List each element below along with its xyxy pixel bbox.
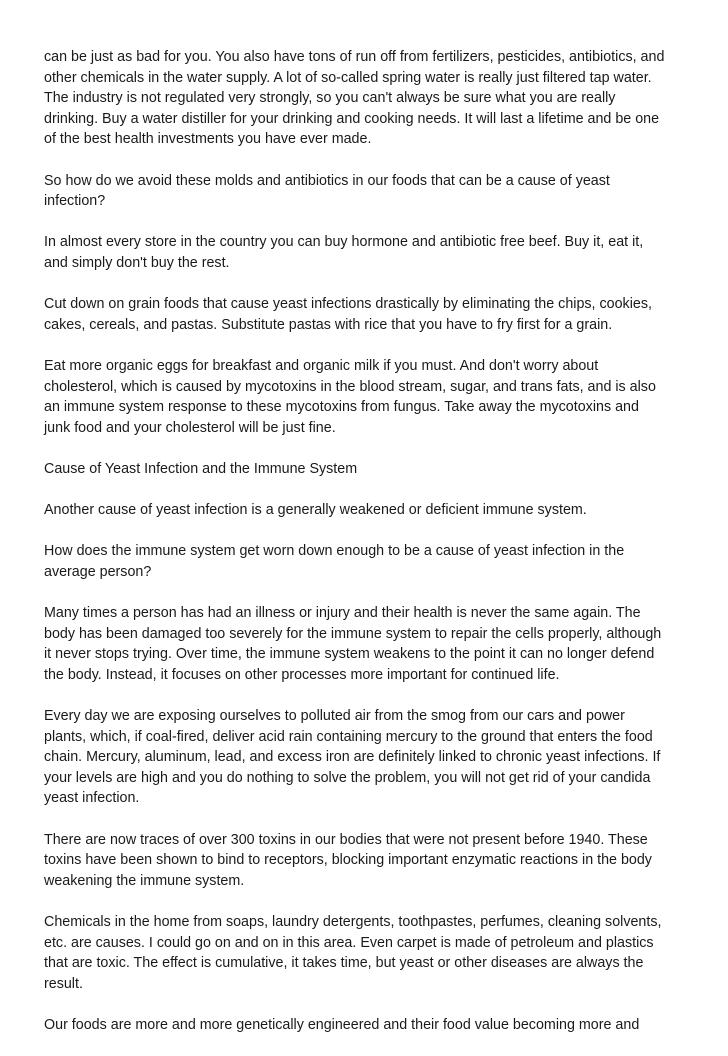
text-line: Another cause of yeast infection is a generally weakened or deficient immune system. — [44, 502, 587, 519]
text-line: drinking. Buy a water distiller for your drinking and cooking needs. It will last a lifetime and be one — [44, 110, 660, 127]
section-heading — [44, 459, 694, 480]
paragraph-immune-cause — [44, 500, 694, 521]
paragraph-water-supply — [44, 47, 694, 150]
text-line: Chemicals in the home from soaps, laundry detergents, toothpastes, perfumes, cleaning solvents, — [44, 913, 662, 930]
text-line: Many times a person has had an illness or injury and their health is never the same again. The — [44, 605, 641, 622]
text-line: it never stops trying. Over time, the immune system weakens to the point it can no longer defend — [44, 646, 655, 663]
text-line: Eat more organic eggs for breakfast and organic milk if you must. And don't worry about — [44, 357, 599, 374]
paragraph-grain-foods — [44, 294, 694, 335]
text-line: junk food and your cholesterol will be just fine. — [44, 419, 336, 436]
text-line: other chemicals in the water supply. A lot of so-called spring water is really just filtered tap water. — [44, 69, 652, 86]
text-line: your levels are high and you do nothing to solve the problem, you will not get rid of your candida — [44, 769, 651, 786]
text-line: plants, which, if coal-fired, deliver acid rain containing mercury to the ground that enters the food — [44, 728, 653, 745]
text-line: How does the immune system get worn down enough to be a cause of yeast infection in the — [44, 543, 625, 560]
text-line: an immune system response to these mycotoxins from fungus. Take away the mycotoxins and — [44, 399, 639, 416]
paragraph-avoid-molds — [44, 171, 694, 212]
text-line: Our foods are more and more genetically engineered and their food value becoming more and — [44, 1016, 640, 1033]
paragraph-illness-injury — [44, 603, 694, 685]
paragraph-beef — [44, 232, 694, 273]
text-line: In almost every store in the country you can buy hormone and antibiotic free beef. Buy it, eat it, — [44, 234, 644, 251]
text-line: So how do we avoid these molds and antibiotics in our foods that can be a cause of yeast — [44, 172, 610, 189]
paragraph-toxins — [44, 830, 694, 892]
text-line: body has been damaged too severely for the immune system to repair the cells properly, although — [44, 625, 662, 642]
text-line: average person? — [44, 563, 152, 580]
text-line: etc. are causes. I could go on and on in this area. Even carpet is made of petroleum and plastics — [44, 934, 654, 951]
text-line: the body. Instead, it focuses on other processes more important for continued life. — [44, 666, 560, 683]
text-line: of the best health investments you have ever made. — [44, 131, 372, 148]
text-line: toxins have been shown to bind to receptors, blocking important enzymatic reactions in the body — [44, 852, 652, 869]
text-line: chain. Mercury, aluminum, lead, and excess iron are definitely linked to chronic yeast infections. If — [44, 749, 661, 766]
text-line: can be just as bad for you. You also have tons of run off from fertilizers, pesticides, antibiotics, and — [44, 49, 665, 65]
text-line: Every day we are exposing ourselves to polluted air from the smog from our cars and power — [44, 708, 625, 724]
paragraph-genetic-foods — [44, 1015, 694, 1036]
text-line: yeast infection. — [44, 790, 140, 807]
text-line: weakening the immune system. — [44, 872, 245, 889]
text-line: cholesterol, which is caused by mycotoxins in the blood stream, sugar, and trans fats, and is also — [44, 378, 656, 395]
paragraph-immune-question — [44, 541, 694, 582]
text-line: result. — [44, 975, 83, 992]
text-line: that are toxic. The effect is cumulative, it takes time, but yeast or other diseases are always the — [44, 955, 644, 972]
text-line: Cause of Yeast Infection and the Immune System — [44, 460, 358, 477]
text-line: The industry is not regulated very strongly, so you can't always be sure what you are really — [44, 90, 616, 107]
text-line: and simply don't buy the rest. — [44, 254, 230, 271]
paragraph-organic-eggs — [44, 356, 694, 438]
paragraph-polluted-air — [44, 706, 694, 809]
paragraph-home-chemicals — [44, 912, 694, 994]
document-page — [44, 47, 694, 1056]
text-line: cakes, cereals, and pastas. Substitute pastas with rice that you have to fry first for a grain. — [44, 316, 613, 333]
text-line: infection? — [44, 193, 106, 210]
text-line: Cut down on grain foods that cause yeast infections drastically by eliminating the chips, cookies, — [44, 296, 652, 313]
text-line: There are now traces of over 300 toxins in our bodies that were not present before 1940. These — [44, 831, 648, 848]
